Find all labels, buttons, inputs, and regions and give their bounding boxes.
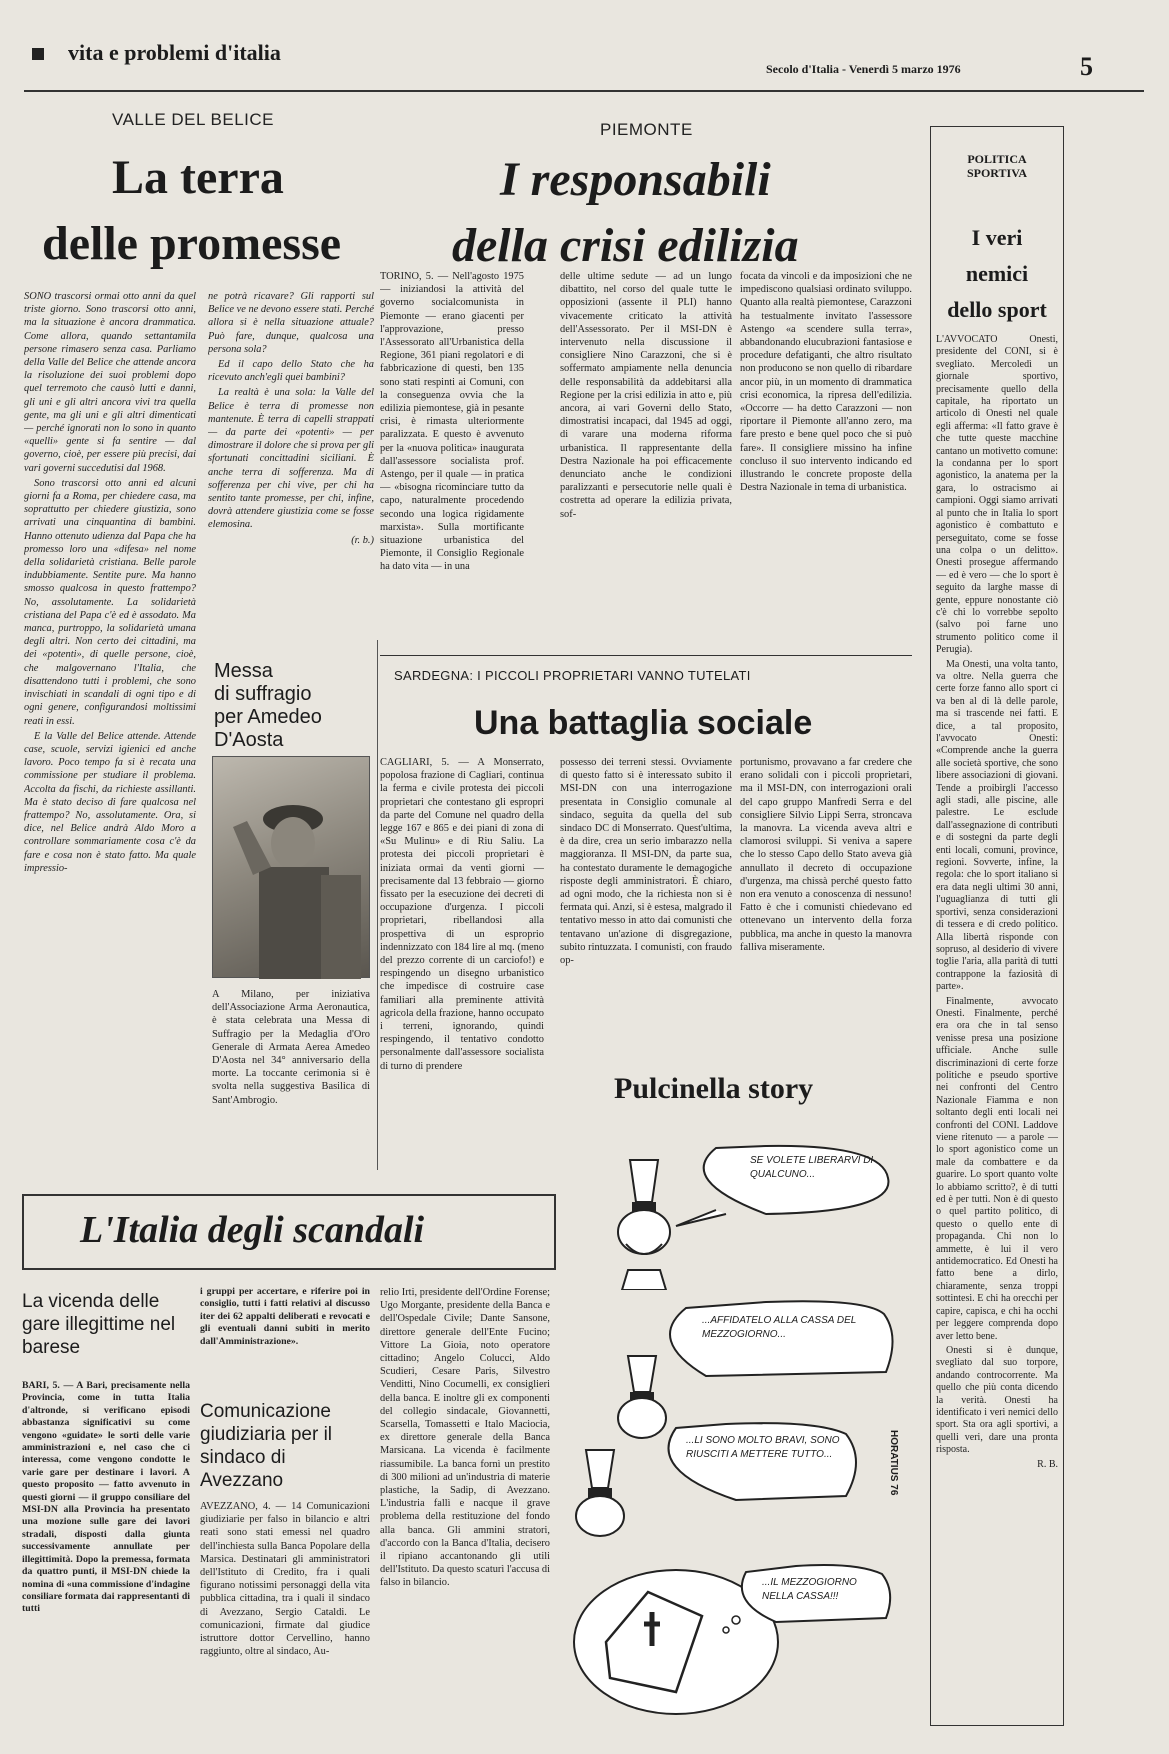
messa-photo [212,756,370,978]
messa-title-line2: di suffragio [214,683,312,705]
sport-body-p2: Ma Onesti, una volta tanto, va oltre. Nella guerra che certe forze fanno allo sport ci va ben al di là delle parole, ma si trascende nei fatti. E dice, a tal proposito, l'avvocato Onesti: «Comprende anche la guerra alle società sportive, che sono libere associazioni di giovani. Tende a proibirgli l'accesso agli stadi, alle piscine, alle palestre. Le esclude dall'assegnazione di contributi e di sostegni da parte degli enti locali, comuni, province, regioni. Sovverte, infine, la regola: che lo sport italiano si era data negli ultimi 30 anni, l'uguaglianza di tutti gli sportivi, senza considerazioni di tessera e di credo politico. Alla libertà risponde con sopruso, al desiderio di vivere toglie l'aria, alla parità di tutti contrappone la faziosità di parte». [936,658,1058,993]
sport-title-line2: nemici [965,261,1029,286]
scandali-banner [22,1194,556,1270]
belice-col1-p3: E la Valle del Belice attende. Attende case, scuole, servizi igienici ed anche lavoro. Poco tempo fa si è recata una commissione per studiare il problema. Accolta da fischi, da richieste assillanti. Ma è stato deciso di fare qualcosa nel frattempo? No, assolutamente. Ora, si dice, nel Belice andrà Aldo Moro a controllare sommariamente cosa c'è da fare e cosa non è stato fatto. Ma quale impressio- [24,730,196,874]
scandali-sub1-cont: i gruppi per accertare, e riferire poi in consiglio, tutti i fatti relativi al discusso iter dei 62 appalti deliberati e revocati e gli eventuali danni subiti in merito dall'Amministrazione». [200,1286,370,1347]
cartoon-bubble-4: ...IL MEZZOGIORNO NELLA CASSA!!! [762,1577,857,1602]
cartoon-panel-4 [566,1562,906,1722]
piemonte-title-line1: I responsabili [500,153,771,206]
scandali-sub1-title: La vicenda delle gare illegittime nel barese [22,1291,176,1358]
cartoon-panel-3 [566,1420,906,1560]
piemonte-kicker: PIEMONTE [600,120,693,139]
sport-title-line3: dello sport [947,297,1047,322]
cartoon-panel-1 [566,1140,906,1290]
scandali-column-3: relio Irti, presidente dell'Ordine Forense; Ugo Morgante, presidente della Banca e dell'Ospedale Civile; Dante Sansone, direttore generale dell'Ente Fucino; Vittore La Gioia, noto operatore cittadino; Angelo Colucci, Aldo Scudieri, Cesare Paris, Silvestro Venditti, Nino Cocumelli, ex consiglieri della banca. E inoltre gli ex componenti del collegio sindacale, Giovannetti, Scarsella, Tomassetti e Italo Maciocia, ex direttore generale della Banca Marsicana. La vicenda è facilmente riassumibile. La banca fornì un prestito di 300 milioni ad un'industria di materie plastiche, la Sadip, di Avezzano. L'industria fallì e nacque il grave problema della restituzione del fondo alla banca. Gli ammini stratori, d'accordo con la Banca d'Italia, decisero il ripiano accantonando gli utili dell'Istituto. Da questo scaturì l'accusa di falso in bilancio. [380,1287,550,1589]
belice-col1-p1: SONO trascorsi ormai otto anni da quel triste giorno. Sono trascorsi otto anni, ma la situazione è ancora drammatica. Come allora, quando settantamila persone rimasero senza casa. Parliamo della Valle del Belice che attende ancora la risoluzione dei suoi problemi dopo quel terremoto che causò lutti e danni, gli uni e gli altri ancora vivi tra quella gente, ma gli uni e gli altri dimenticati — perché ignorati non lo sono in quanto «quelli» gente si fa sentire — dal governo, cioè, per essere più precisi, dai vari governi succedutisi dal 1968. [24,291,196,474]
section-title: vita e problemi d'italia [68,40,281,65]
belice-kicker: VALLE DEL BELICE [112,110,275,129]
pulcinella-title: Pulcinella story [614,1072,814,1105]
sport-title [930,220,1064,328]
scandali-banner-title: L'Italia degli scandali [80,1209,425,1251]
soldier-silhouette-icon [213,757,371,979]
messa-divider [377,640,378,1170]
messa-caption: A Milano, per iniziativa dell'Associazione Arma Aeronautica, è stata celebrata una Messa di Suffragio per la Medaglia d'Oro Generale di Armata Aerea Amedeo D'Aosta nel 34° anniversario della morte. La toccante cerimonia si è svolta nella suggestiva Basilica di Sant'Ambrogio. [212,989,370,1106]
piemonte-column-1: TORINO, 5. — Nell'agosto 1975 — iniziandosi la attività del governo socialcomunista in Piemonte — erano giacenti per l'approvazione, presso l'Assessorato all'Urbanistica della Regione, 361 piani regolatori e di fabbricazione di questi, ben 135 sono stati respinti ai Comuni, con la conseguenza ovvia che la edilizia piemontese, già in pesante crisi, è rimasta ulteriormente paralizzata. E questo è avvenuto per la «nuova politica» inaugurata dall'assessore socialista prof. Astengo, per il quale — in pratica — «bisogna ricominciare tutto da capo, naturalmente procedendo secondo una logica rigidamente marxista». Sulla mortificante situazione urbanistica del Piemonte, il Consiglio Regionale ha dato vita — in una [380,271,524,573]
belice-col2-p2: Ed il capo dello Stato che ha ricevuto anch'egli quei bambini? [208,359,374,384]
sport-kicker-line2: SPORTIVA [966,166,1028,180]
pulcinella-figure-icon [618,1160,670,1290]
belice-title-line1: La terra [112,151,284,204]
belice-column-1 [24,290,196,1165]
sport-body-p3: Finalmente, avvocato Onesti. Finalmente, perché era ora che in tal senso venisse presa una posizione ufficiale. Anche sulle discriminazioni di certe forze politiche e pseudo sportive nei confronti del Centro Nazionale Fiamma e non soltanto degli enti locali nei confronti del CONI. Laddove viene ritenuto — a parole — lo sport agonistico come un male da combattere e da guarire. Lo sport quanto volte lo abbiamo scritto?, è di tutti ed è per tutti. Non è di questo o quel partito politico, di questo o quello ente di propaganda. Chi non lo ammette, è lui il vero antidemocratico. Ed Onesti ha fatto bene a dirlo, chiaramente, senza troppi sottintesi. E chi ha orecchi per capire, capisca, e chi ha occhi per leggere comprenda dopo aver letto bene. [936,995,1058,1342]
sport-kicker [930,152,1064,180]
sport-title-line1: I veri [971,225,1023,250]
sport-body-p4: Onesti si è dunque, svegliato dal suo torpore, andando controcorrente. Ma quello che più conta dicendo la verità. Onesti ha identificato i veri nemici dello sport. Sta ora agli sportivi, a quelli veri, dare una pronta risposta. [936,1344,1058,1456]
piemonte-column-2: delle ultime sedute — ad un lungo dibattito, nel corso del quale tutte le opposizioni (assente il PLI) hanno vivacemente criticato la attività dell'Assessorato. Per il MSI-DN è intervenuto nella discussione il consigliere Nino Carazzoni, che si è soffermato ampiamente nella denuncia delle responsabilità da addebitarsi alla Regione per la crisi edilizia in atto e, più ancora, ai vari Governi dello Stato, dimostratisi incapaci, dal 1945 ad oggi, di varare una moderna riforma urbanistica. Il rappresentante della Destra Nazionale ha poi efficacemente denunciato anche le condizioni paralizzanti e persecutorie nelle quali è costretta ad operare la edilizia privata, sof- [560,271,732,520]
messa-title-line4: D'Aosta [214,729,284,751]
section-marker [32,48,44,60]
sardegna-kicker: SARDEGNA: I PICCOLI PROPRIETARI VANNO TUTELATI [394,668,751,683]
sport-column [936,334,1058,1718]
sardegna-column-3: portunismo, provavano a far credere che erano solidali con i piccoli proprietari, ma il MSI-DN, con interrogazioni orali del capo gruppo Manfredi Serra e del consigliere Silvio Lippi Serra, stroncava la manovra. La vicenda aveva altri e clamorosi sviluppi. Si veniva a sapere che lo stesso Capo dello Stato aveva già annullato il decreto di occupazione d'urgenza, ma chissà perché questo fatto non era venuto a conoscenza di nessuno! Fatto è che i comunisti chiedevano ed ottenevano un intervento della forza pubblica, ma anche in questo la manovra falliva miseramente. [740,757,912,953]
sardegna-title: Una battaglia sociale [474,704,813,742]
piemonte-column-3: focata da vincoli e da imposizioni che ne impediscono qualsiasi ordinato sviluppo. Quanto alla realtà piemontese, Carazzoni ha testualmente invitato l'assessore Astengo «a scendere sulla terra», abbandonando elucubrazioni fantasiose e procedure defatiganti, che altro risultato non producono se non quello di ribardare ancor più, in un momento di drammatica crisi economica, la ripresa dell'edilizia. «Occorre — ha detto Carazzoni — non riportare il Piemonte all'anno zero, ma fare presto e bene quel poco che si può fare». Il consigliere missino ha infine concluso il suo intervento indicando ed illustrando le concrete proposte della Destra Nazionale in tema di urbanistica. [740,271,912,494]
messa-title-line3: per Amedeo [214,706,322,728]
sardegna-column-2: possesso dei terreni stessi. Ovviamente di questo fatto si è interessato subito il MSI-DN con una interrogazione presentata in Consiglio comunale al sindaco, seguita da quella del sub sindaco DC di Monserrato. Quest'ultima, è da dire, crea un serio imbarazzo nella maggioranza. Il MSI-DN, da parte sua, ha contestato duramente le demagogiche risposte degli amministratori. È chiaro, ad ogni modo, che la richiesta non si è fermata qui. Anzi, si è estesa, malgrado il tentativo messo in atto dai comunisti che tentavano un'azione di disgregazione, subito rintuzzata. I comunisti, con fraudo op- [560,757,732,967]
header-rule [24,90,1144,92]
cartoon-bubble-2: ...AFFIDATELO ALLA CASSA DEL MEZZOGIORNO... [702,1315,857,1340]
belice-title-line2: delle promesse [42,217,342,270]
scandali-sub1-body: BARI, 5. — A Bari, precisamente nella Provincia, come in tutta Italia d'altronde, si verificano episodi abbastanza significativi su come vengono «guidate» le sorti delle varie amministrazioni e, nel caso che ci interessa, come vengono condotte le varie gare per destinare i lavori. A questo proposito — fatto avvenuto in questi giorni — il gruppo consiliare del MSI-DN alla Provincia ha presentato una mozione sulle gare dei lavori stradali, disposti dalla giunta successivamente annullate per illegittimità. Dopo la premessa, formata da quattro punti, il MSI-DN chiede la nomina di «una commissione d'indagine consiliare formata dai rappresentanti di tutti [22,1380,190,1615]
scandali-sub2-body: AVEZZANO, 4. — 14 Comunicazioni giudiziarie per falso in bilancio e altri reati sono stati emessi nel quadro dell'inchiesta sulla Banca Popolare della Marsica. Destinatari gli amministratori dell'Istituto di Credito, fra i quali figurano notissimi personaggi della vita pubblica cittadina, tra i quali il sindaco di Avezzano, Sergio Cataldi. Le comunicazioni, firmate dal giudice istruttore dottor Cervellino, hanno raggiunto, oltre al sindaco, Au- [200,1501,370,1658]
belice-column-2 [208,290,374,630]
scandali-sub2-title: Comunicazione giudiziaria per il sindaco di Avezzano [200,1401,333,1491]
cartoon-bubble-1: SE VOLETE LIBERARVI DI QUALCUNO... [750,1155,874,1180]
piemonte-title-line2: della crisi edilizia [452,219,799,272]
page-number: 5 [1080,52,1093,81]
messa-title [214,660,322,752]
messa-title-line1: Messa [214,660,273,682]
sardegna-column-1: CAGLIARI, 5. — A Monserrato, popolosa frazione di Cagliari, continua la ferma e civile protesta dei piccoli proprietari che contestano gli espropri da parte del Comune nel quadro della legge 167 e 865 e dei piani di zona di «Su Mulinu» e di Riu Saliu. La protesta dei piccoli proprietari è iniziata ormai da venti giorni — precisamente dal 13 febbraio — giorno fissato per la esecuzione dei decreti di occupazione d'urgenza. I piccoli proprietari, ribellandosi alla prospettiva di un esproprio indennizzato con 184 lire al mq. (meno del prezzo corrente di un carciofo!) e respingendo un disegno urbanistico che impedisce di costruire case familiari alla preminente attività agricola della frazione, hanno occupato i terreni, ignorando, quindi respingendo, il tentativo condotto personalmente dall'assessore socialista di turno di prendere [380,757,544,1072]
belice-col2-p1: ne potrà ricavare? Gli rapporti sul Belice ve ne devono essere stati. Perché allora si è nella situazione attuale? Può fare, dunque, qualcosa una persona sola? [208,291,374,355]
dateline: Secolo d'Italia - Venerdì 5 marzo 1976 [766,62,961,76]
belice-col1-p2: Sono trascorsi otto anni ed alcuni giorni fa a Roma, per chiedere casa, ma soprattutto per chiedere giustizia, sono arrivati una cinquantina di bambini. Hanno ottenuto udienza dal Papa che ha promesso loro una «difesa» nel nome della solidarietà cristiana. Belle parole indubbiamente. Sentite pure. Ma hanno smosso qualcosa in questo frattempo? No, assolutamente. La solidarietà cristiana del Papa c'è ed è assodato. Ma manca, purtroppo, la solidarietà umana degli altri. Non certo dei cittadini, ma dei «potenti», di quelle persone, cioè, che malgovernano l'Italia, che disattendono tutti i problemi, che sono invischiati in scandali di ogni tipo e di ogni genere, configurandosi moltissimi reati in essi. [24,477,196,727]
belice-signature: (r. b.) [351,534,374,546]
sport-signature: R. B. [1037,1458,1058,1470]
sport-kicker-line1: POLITICA [967,152,1027,166]
pulcinella-figure-icon [576,1450,624,1536]
belice-col2-p3: La realtà è una sola: la Valle del Belice è terra di promesse non mantenute. È terra di capelli strappati — da parte dei «potenti» — per dimostrare il dolore che si prova per gli sfortunati concittadini siciliani. È anche terra di sofferenza. Ma di sofferenza per chi vive, per chi ha sentito tante promesse, per chi, infine, dovrà attendere giustizia come se fosse elemosina. [208,387,374,531]
cartoon-bubble-3: ...LI SONO MOLTO BRAVI, SONO RIUSCITI A METTERE TUTTO... [686,1435,840,1460]
sport-body-p1: L'AVVOCATO Onesti, presidente del CONI, si è svegliato. Mercoledì un giornale sportivo, precisamente quello della capitale, ha riportato un articolo di Onesti nel quale egli afferma: «Il fatto grave è che tutte queste macchine cantano un motivetto comune: la condanna per lo sport agonistico, la anatema per la gara, lo ostracismo ai campioni. Oggi siamo arrivati al punto che in Italia lo sport agonistico è combattuto e perseguitato, come se fosse una colpa o un delitto». Onesti prosegue affermando — ed è vero — che lo sport è seguito da larghe masse di gente, eppure nonostante ciò c'è chi lo vorrebbe sepolto (salvo poi farne uno strumento politico come il Perugia). [936,334,1058,656]
sardegna-top-rule [380,655,912,656]
cartoon-artist-signature: HORATIUS 76 [888,1430,899,1496]
